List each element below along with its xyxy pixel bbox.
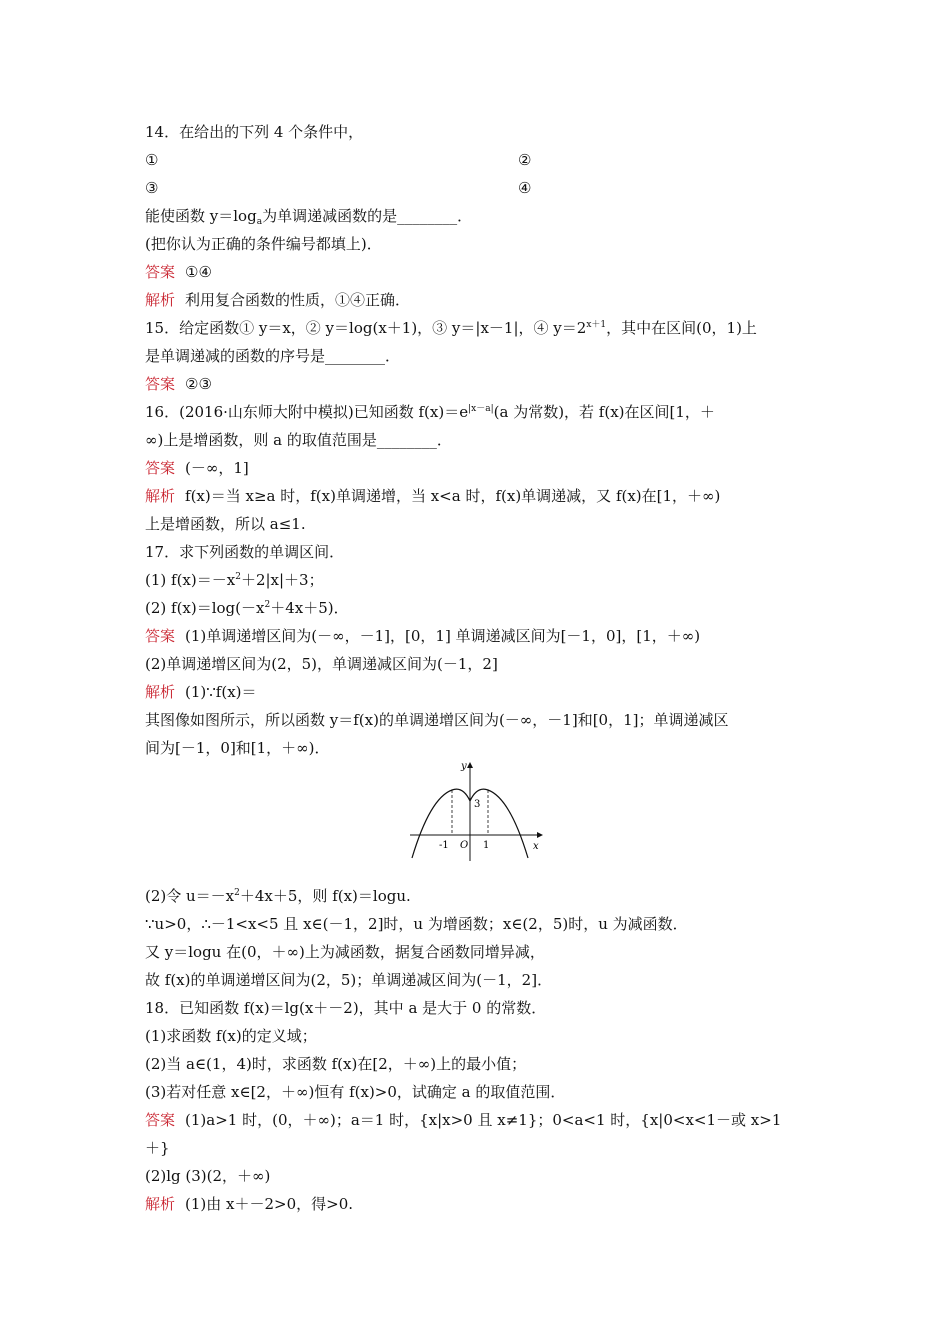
q15-line2: 是单调递减的函数的序号是________．: [145, 347, 401, 365]
q17-answer-2: (2)单调递增区间为(2，5)，单调递减区间为(－1，2]: [145, 655, 498, 673]
q17-answer-1: 答案 (1)单调递增区间为(－∞，－1]，[0，1] 单调递减区间为[－1，0]，[1，＋∞): [145, 627, 701, 645]
q17-analysis-3: 间为[－1，0]和[1，＋∞)．: [145, 739, 330, 757]
answer-label: 答案: [145, 375, 176, 393]
q18-answer-1: 答案 (1)a>1 时，(0，＋∞)；a＝1 时，{x|x>0 且 x≠1}；0<a<1 时，{x|0<x<1－或 x>1: [145, 1111, 782, 1129]
q18-part-3: (3)若对任意 x∈[2，＋∞)恒有 f(x)>0，试确定 a 的取值范围．: [145, 1083, 566, 1101]
q14-question: 能使函数 $y=\log_a$为单调递减函数的是________．: [145, 207, 473, 227]
q16-line2: ∞)上是增函数，则 a 的取值范围是________．: [145, 431, 452, 449]
q17-analysis-1: 解析 (1)∵f(x)＝: [145, 683, 257, 701]
answer-label: 答案: [145, 263, 176, 281]
q17-part-1: (1) $f(x)=-x^2+2|x|+3$；: [145, 571, 324, 589]
q14-stem: 14．在给出的下列 4 个条件中，: [145, 123, 364, 141]
analysis-label: 解析: [145, 291, 176, 309]
q18-part-2: (2)当 a∈(1，4)时，求函数 f(x)在[2，＋∞)上的最小值；: [145, 1055, 527, 1073]
tick-label-pos: 1: [483, 840, 490, 851]
q14-note: (把你认为正确的条件编号都填上)．: [145, 235, 382, 253]
answer-label: 答案: [145, 459, 176, 477]
q14-option-3: ③: [145, 179, 159, 197]
q16-line1: 16．(2016·山东师大附中模拟)已知函数 $f(x)=e^{|x-a|}(a$ 为常数)，若 f(x)在区间[1，＋: [145, 403, 715, 421]
tick-label-neg: -1: [439, 840, 449, 851]
q14-answer: 答案 ①④: [145, 263, 212, 281]
analysis-label: 解析: [145, 487, 176, 505]
q14-option-4: ④: [518, 179, 532, 197]
q17-part-2: (2) $f(x)=\log(-x^2+4x+5)$．: [145, 599, 349, 617]
q16-analysis-2: 上是增函数，所以 a≤1.: [145, 515, 306, 533]
answer-label: 答案: [145, 1111, 176, 1129]
q16-answer: 答案 (－∞，1]: [145, 459, 249, 477]
y-axis-label: y: [461, 761, 467, 772]
q15-answer: 答案 ②③: [145, 375, 212, 393]
q15-line1: 15．给定函数① y＝x，② y＝log(x＋1)，③ y＝|x－1|，④ $y=2^{x+1}$，其中在区间(0，1)上: [145, 319, 757, 337]
origin-label: O: [460, 840, 469, 851]
answer-label: 答案: [145, 627, 176, 645]
q17-step-1: (2)令 $u=-x^2+4x+5$，则 f(x)＝logu.: [145, 887, 411, 905]
q14-analysis: 解析 利用复合函数的性质，①④正确．: [145, 291, 411, 309]
q16-analysis-1: 解析 f(x)＝当 x≥a 时，f(x)单调递增，当 x<a 时，f(x)单调递减，又 f(x)在[1，＋∞): [145, 487, 721, 505]
q14-option-2: ②: [518, 151, 532, 169]
q18-answer-3: (2)lg (3)(2，＋∞): [145, 1167, 271, 1185]
x-axis-label: x: [533, 841, 539, 852]
q17-stem: 17．求下列函数的单调区间．: [145, 543, 345, 561]
q18-stem: 18．已知函数 f(x)＝lg(x＋－2)，其中 a 是大于 0 的常数．: [145, 999, 547, 1017]
analysis-label: 解析: [145, 1195, 176, 1213]
q17-step-2: ∵u>0，∴－1<x<5 且 x∈(－1，2]时，u 为增函数；x∈(2，5)时，u 为减函数．: [145, 915, 688, 933]
q18-answer-2: ＋}: [145, 1139, 170, 1157]
q14-option-1: ①: [145, 151, 159, 169]
function-graph: [405, 758, 550, 864]
peak-label: 3: [474, 799, 481, 810]
q17-analysis-2: 其图像如图所示，所以函数 y＝f(x)的单调递增区间为(－∞，－1]和[0，1]；单调递减区: [145, 711, 729, 729]
q18-part-1: (1)求函数 f(x)的定义域；: [145, 1027, 317, 1045]
q18-analysis: 解析 (1)由 x＋－2>0，得>0.: [145, 1195, 354, 1213]
q17-step-3: 又 y＝logu 在(0，＋∞)上为减函数，据复合函数同增异减，: [145, 943, 545, 961]
analysis-label: 解析: [145, 683, 176, 701]
q17-step-4: 故 f(x)的单调递增区间为(2，5)；单调递减区间为(－1，2]．: [145, 971, 553, 989]
